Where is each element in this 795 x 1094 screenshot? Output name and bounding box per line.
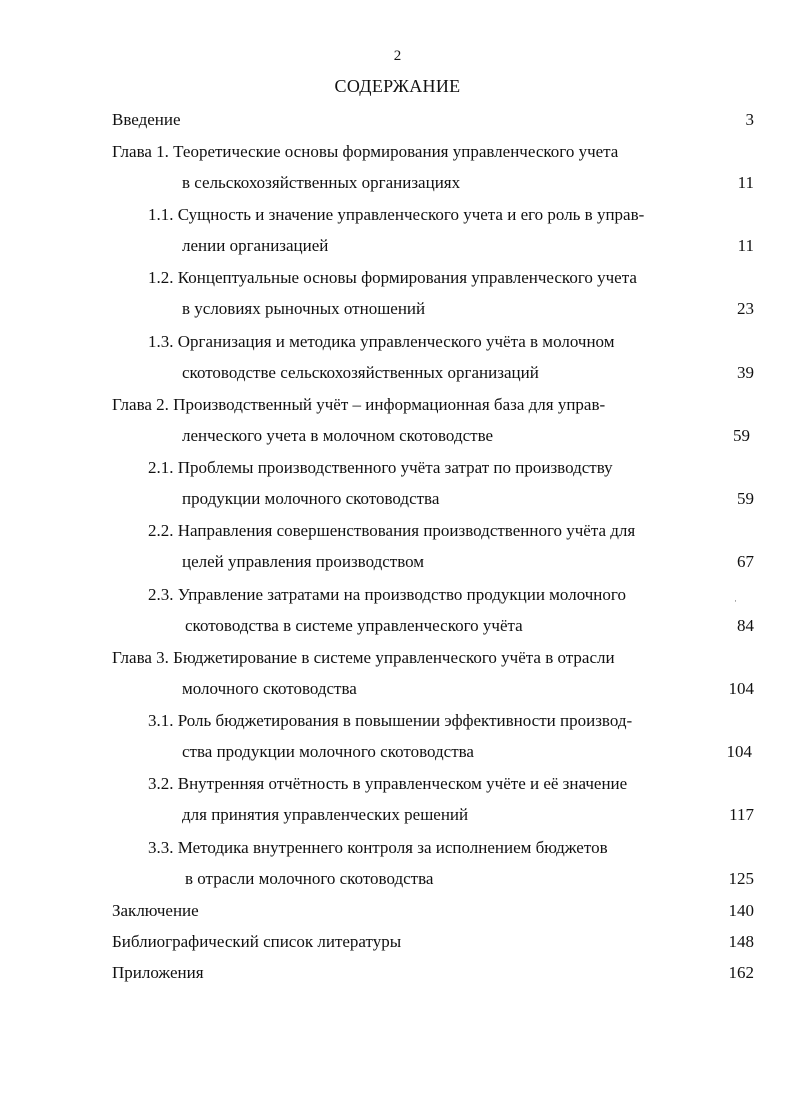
toc-entry-3-3-cont: в отрасли молочного скотоводства [185,869,434,888]
toc-entry-1-2: 1.2. Концептуальные основы формирования управленческого учета [148,268,637,287]
toc-entry-appendices: Приложения [112,963,204,982]
toc-page-conclusion: 140 [728,901,754,920]
toc-entry-chapter-1: Глава 1. Теоретические основы формирования управленческого учета [112,142,619,161]
toc-entry-conclusion: Заключение [112,901,199,920]
toc-page-3-1: 104 [726,742,752,761]
toc-title: СОДЕРЖАНИЕ [334,76,461,96]
toc-entry-1-1: 1.1. Сущность и значение управленческого учета и его роль в управ- [148,205,645,224]
toc-entry-3-1: 3.1. Роль бюджетирования в повышении эффективности производ- [148,711,633,730]
scan-speck: · [734,596,737,606]
toc-entry-2-1: 2.1. Проблемы производственного учёта затрат по производству [148,458,613,477]
toc-entry-2-2: 2.2. Направления совершенствования производственного учёта для [148,521,636,540]
toc-entry-1-3-cont: скотоводстве сельскохозяйственных организаций [182,363,539,382]
toc-entry-chapter-3: Глава 3. Бюджетирование в системе управленческого учёта в отрасли [112,648,615,667]
toc-entry-3-3: 3.3. Методика внутреннего контроля за исполнением бюджетов [148,838,608,857]
toc-entry-bibliography: Библиографический список литературы [112,932,402,951]
toc-page-bibliography: 148 [728,932,754,951]
toc-entry-chapter-2: Глава 2. Производственный учёт – информационная база для управ- [112,395,606,414]
toc-page-2-1: 59 [737,489,754,508]
toc-page-chapter-3: 104 [728,679,754,698]
toc-page-introduction: 3 [745,110,754,129]
toc-entry-chapter-3-cont: молочного скотоводства [182,679,357,698]
toc-page-chapter-2: 59 [733,426,750,445]
toc-page-1-2: 23 [737,299,754,318]
toc-page-appendices: 162 [728,963,754,982]
toc-entry-3-1-cont: ства продукции молочного скотоводства [182,742,474,761]
toc-entry-chapter-2-cont: ленческого учета в молочном скотоводстве [182,426,494,445]
toc-entry-chapter-1-cont: в сельскохозяйственных организациях [182,173,461,192]
toc-page-1-1: 11 [737,236,754,255]
toc-entry-3-2-cont: для принятия управленческих решений [182,805,469,824]
toc-entry-2-3-cont: скотоводства в системе управленческого учёта [185,616,523,635]
page-number: 2 [393,48,402,64]
toc-page-1-3: 39 [737,363,754,382]
toc-entry-introduction: Введение [112,110,181,129]
toc-entry-3-2: 3.2. Внутренняя отчётность в управленческом учёте и её значение [148,774,628,793]
toc-entry-1-2-cont: в условиях рыночных отношений [182,299,426,318]
toc-entry-2-2-cont: целей управления производством [182,552,425,571]
toc-page-3-2: 117 [729,805,754,824]
toc-page-chapter-1: 11 [737,173,754,192]
toc-entry-1-3: 1.3. Организация и методика управленческого учёта в молочном [148,332,615,351]
toc-page-2-3: 84 [737,616,754,635]
toc-entry-2-1-cont: продукции молочного скотоводства [182,489,440,508]
toc-entry-2-3: 2.3. Управление затратами на производство продукции молочного [148,585,626,604]
toc-page-3-3: 125 [728,869,754,888]
toc-page-2-2: 67 [737,552,754,571]
toc-entry-1-1-cont: лении организацией [182,236,329,255]
